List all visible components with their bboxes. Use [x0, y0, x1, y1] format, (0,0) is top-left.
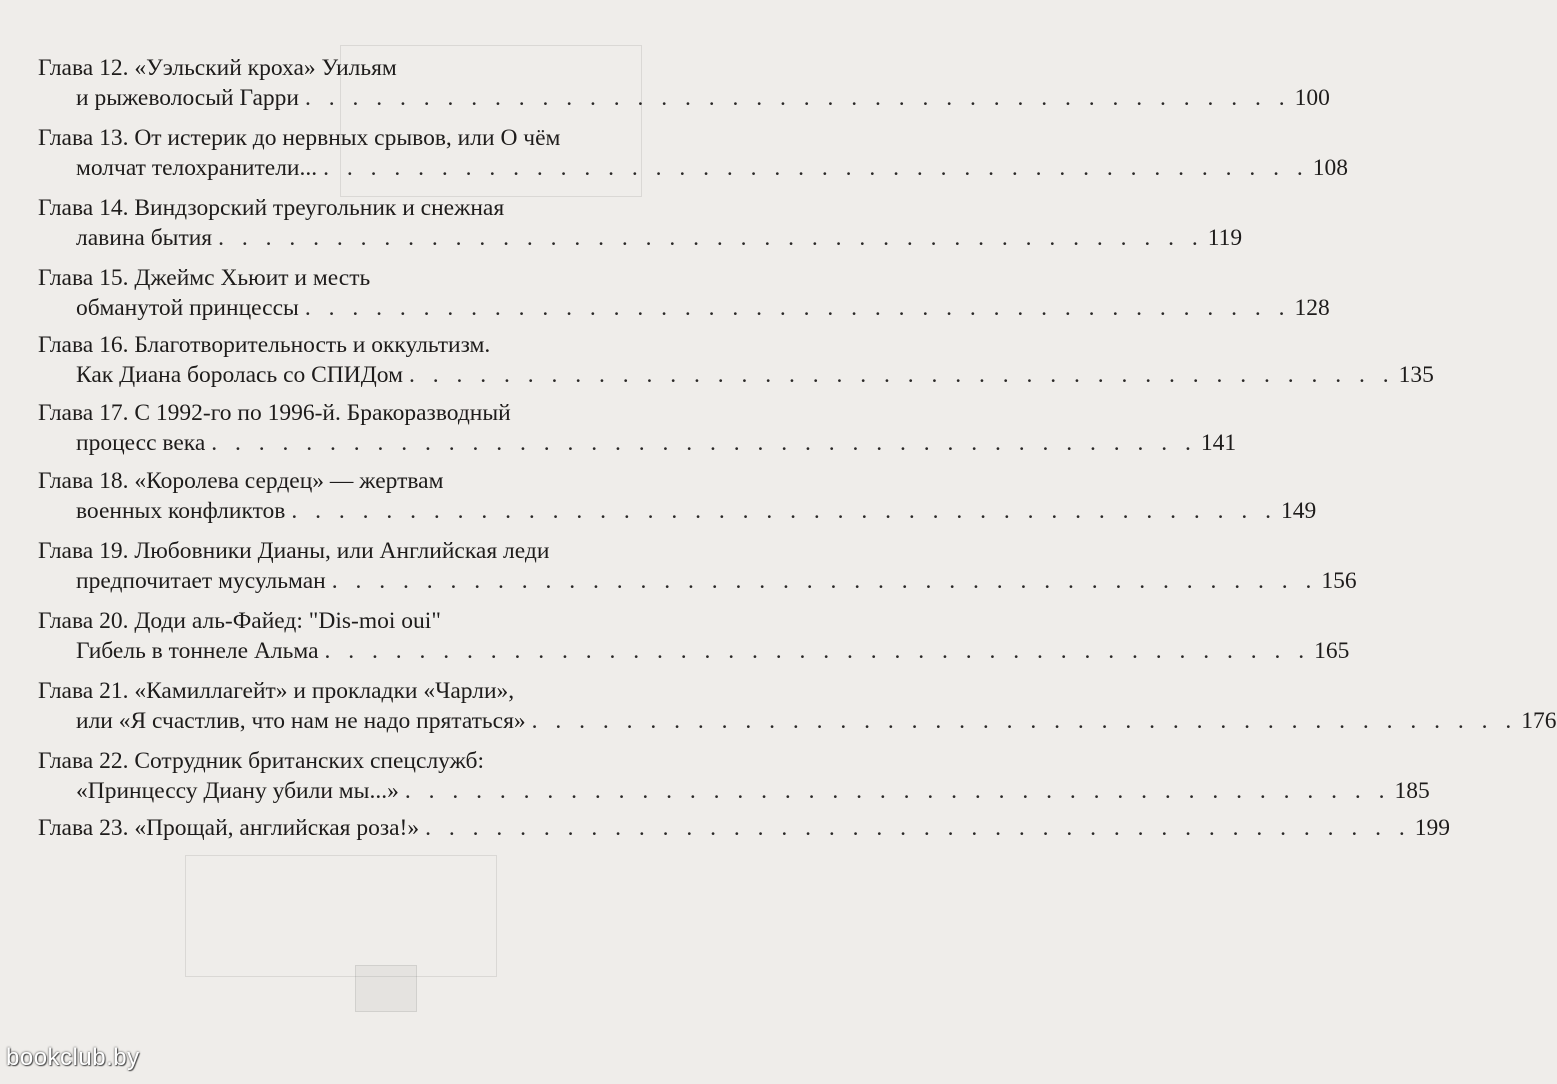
- leader-dots: . . . . . . . . . . . . . . . . . . . . . . . . . . . . . . . . . . . . . . . . . .: [304, 295, 1291, 321]
- chapter-heading: Глава 18. «Королева сердец» — жертвам: [38, 468, 444, 494]
- leader-dots: . . . . . . . . . . . . . . . . . . . . . . . . . . . . . . . . . . . . . . . . . .: [331, 568, 1318, 594]
- chapter-title-cont: процесс века: [76, 430, 206, 456]
- leader-dots: . . . . . . . . . . . . . . . . . . . . . . . . . . . . . . . . . . . . . . . . . .: [531, 708, 1518, 734]
- chapter-title-cont: предпочитает мусульман: [76, 568, 326, 594]
- chapter-heading: Глава 22. Сотрудник британских спецслужб:: [38, 748, 485, 774]
- chapter-title-cont: или «Я счастлив, что нам не надо прятаться»: [76, 708, 526, 734]
- page-number: 100: [1294, 85, 1330, 111]
- chapter-continuation: [76, 633, 1350, 669]
- leader-dots: . . . . . . . . . . . . . . . . . . . . . . . . . . . . . . . . . . . . . . . . . .: [425, 815, 1411, 841]
- page-number: 149: [1281, 498, 1317, 524]
- chapter-continuation: [76, 703, 1557, 739]
- page-number: 199: [1414, 815, 1450, 841]
- chapter-continuation: [76, 563, 1357, 599]
- bleed-through-box: [185, 855, 497, 977]
- chapter-title-cont: молчат телохранители...: [76, 155, 318, 181]
- leader-dots: . . . . . . . . . . . . . . . . . . . . . . . . . . . . . . . . . . . . . . . . . .: [324, 638, 1311, 664]
- leader-dots: . . . . . . . . . . . . . . . . . . . . . . . . . . . . . . . . . . . . . . . . . .: [291, 498, 1278, 524]
- chapter-title-cont: военных конфликтов: [76, 498, 286, 524]
- chapter-heading: Глава 21. «Камиллагейт» и прокладки «Чарли»,: [38, 678, 515, 704]
- chapter-heading: Глава 13. От истерик до нервных срывов, или О чём: [38, 125, 561, 151]
- site-watermark: bookclub.by: [6, 1044, 140, 1071]
- chapter-continuation: [76, 150, 1349, 186]
- page-number: 156: [1321, 568, 1357, 594]
- chapter-heading: Глава 20. Доди аль-Файед: "Dis-moi oui": [38, 608, 441, 634]
- page-number: 141: [1200, 430, 1237, 456]
- page-number: 108: [1312, 155, 1349, 181]
- chapter-continuation: [76, 425, 1237, 461]
- leader-dots: . . . . . . . . . . . . . . . . . . . . . . . . . . . . . . . . . . . . . . . . . .: [218, 225, 1204, 251]
- chapter-continuation: [76, 220, 1243, 256]
- chapter-continuation: [76, 80, 1330, 116]
- page-number: 119: [1207, 225, 1243, 251]
- chapter-heading: Глава 19. Любовники Дианы, или Английская леди: [38, 538, 550, 564]
- chapter-heading: Глава 15. Джеймс Хьюит и месть: [38, 265, 371, 291]
- chapter-heading: Глава 17. С 1992-го по 1996-й. Бракоразводный: [38, 400, 511, 426]
- page-number: 185: [1394, 778, 1430, 804]
- chapter-title-cont: Как Диана боролась со СПИДом: [76, 362, 403, 388]
- bleed-through-barcode: [355, 965, 417, 1012]
- page-number: 176: [1521, 708, 1557, 734]
- leader-dots: . . . . . . . . . . . . . . . . . . . . . . . . . . . . . . . . . . . . . . . . . .: [404, 778, 1391, 804]
- page-number: 165: [1314, 638, 1350, 664]
- chapter-title-cont: «Принцессу Диану убили мы...»: [76, 778, 399, 804]
- leader-dots: . . . . . . . . . . . . . . . . . . . . . . . . . . . . . . . . . . . . . . . . . .: [304, 85, 1291, 111]
- chapter-title-cont: и рыжеволосый Гарри: [76, 85, 299, 111]
- chapter-heading: Глава 16. Благотворительность и оккультизм.: [38, 332, 491, 358]
- chapter-continuation: [76, 357, 1434, 393]
- leader-dots: . . . . . . . . . . . . . . . . . . . . . . . . . . . . . . . . . . . . . . . . . .: [211, 430, 1197, 456]
- chapter-continuation: [76, 773, 1430, 809]
- chapter-title-cont: лавина бытия: [76, 225, 213, 251]
- chapter-heading-line: [38, 810, 1450, 846]
- chapter-title-cont: Гибель в тоннеле Альма: [76, 638, 319, 664]
- page-number: 128: [1294, 295, 1330, 321]
- chapter-continuation: [76, 290, 1330, 326]
- chapter-heading: Глава 12. «Уэльский кроха» Уильям: [38, 55, 397, 81]
- chapter-title-cont: обманутой принцессы: [76, 295, 299, 321]
- chapter-heading: Глава 14. Виндзорский треугольник и снежная: [38, 195, 505, 221]
- chapter-continuation: [76, 493, 1317, 529]
- chapter-heading: Глава 23. «Прощай, английская роза!»: [38, 815, 420, 841]
- page-number: 135: [1398, 362, 1434, 388]
- leader-dots: . . . . . . . . . . . . . . . . . . . . . . . . . . . . . . . . . . . . . . . . . .: [408, 362, 1395, 388]
- leader-dots: . . . . . . . . . . . . . . . . . . . . . . . . . . . . . . . . . . . . . . . . . .: [323, 155, 1309, 181]
